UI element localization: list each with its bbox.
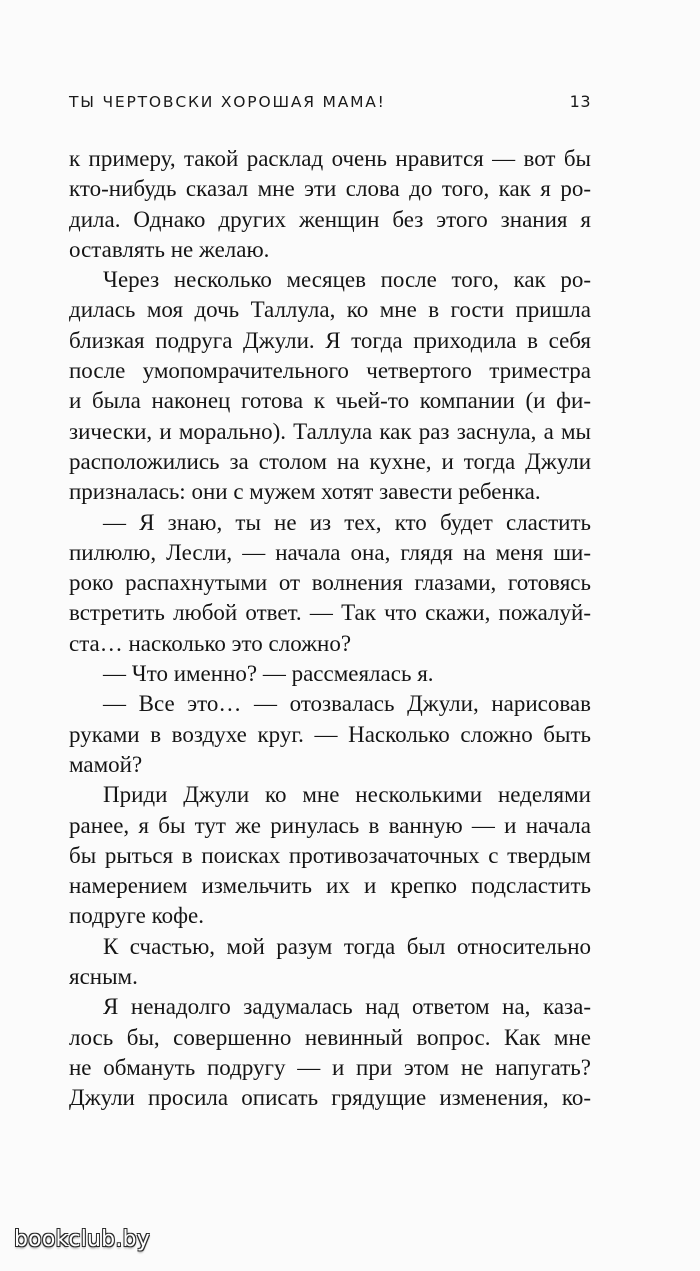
watermark: bookclub.by [14, 1227, 150, 1252]
text-line: близкая подруга Джули. Я тогда приходила в себя [69, 327, 591, 353]
text-line: встретить любой ответ. — Так что скажи, пожалуй- [69, 600, 591, 626]
paragraph [69, 144, 591, 265]
text-line: дила. Однако других женщин без этого знания я [69, 206, 591, 232]
text-line: расположились за столом на кухне, и тогда Джули [69, 448, 591, 474]
text-line: ясным. [69, 964, 138, 990]
text-line: после умопомрачительного четвертого триместра [69, 358, 591, 384]
text-line: Я ненадолго задумалась над ответом на, каза- [103, 994, 591, 1020]
paragraph [69, 265, 591, 507]
paragraph [69, 992, 591, 1113]
text-line: намерением измельчить их и крепко подсластить [69, 873, 591, 899]
text-line: К счастью, мой разум тогда был относительно [103, 933, 591, 959]
running-title: ТЫ ЧЕРТОВСКИ ХОРОШАЯ МАМА! [69, 93, 386, 111]
text-line: роко распахнутыми от волнения глазами, готовясь [69, 570, 591, 596]
paragraph [69, 659, 591, 689]
paragraph [69, 932, 591, 993]
text-line: к примеру, такой расклад очень нравится — вот бы [69, 146, 591, 171]
paragraph [69, 508, 591, 659]
text-line: оставлять не желаю. [69, 236, 270, 262]
text-line: — Я знаю, ты не из тех, кто будет сластить [103, 509, 591, 535]
text-line: бы рыться в поисках противозачаточных с твердым [69, 842, 591, 868]
text-line: — Что именно? — рассмеялась я. [103, 661, 434, 687]
text-line: дилась моя дочь Таллула, ко мне в гости пришла [69, 297, 591, 323]
text-line: подруге кофе. [69, 903, 205, 929]
paragraph [69, 780, 591, 931]
text-line: зически, и морально). Таллула как раз заснула, а мы [69, 418, 591, 444]
text-line: — Все это… — отозвалась Джули, нарисовав [103, 691, 591, 717]
text-line: не обмануть подругу — и при этом не напугать? [69, 1054, 591, 1080]
text-line: Джули просила описать грядущие изменения, ко- [69, 1085, 591, 1111]
paragraph [69, 689, 591, 780]
text-line: лось бы, совершенно невинный вопрос. Как мне [69, 1024, 591, 1050]
text-line: пилюлю, Лесли, — начала она, глядя на меня ши- [69, 539, 591, 565]
text-line: Через несколько месяцев после того, как ро- [103, 267, 591, 293]
text-line: призналась: они с мужем хотят завести ребенка. [69, 479, 541, 505]
text-line: ранее, я бы тут же ринулась в ванную — и начала [69, 812, 591, 838]
running-header [69, 92, 591, 111]
page-number: 13 [569, 92, 591, 111]
body-text [69, 144, 591, 1114]
text-line: ста… насколько это сложно? [69, 630, 352, 656]
text-line: мамой? [69, 751, 143, 777]
text-line: Приди Джули ко мне несколькими неделями [103, 782, 591, 808]
text-line: руками в воздухе круг. — Насколько сложно быть [69, 721, 591, 747]
text-line: и была наконец готова к чьей-то компании (и фи- [69, 388, 591, 414]
text-line: кто-нибудь сказал мне эти слова до того, как я ро- [69, 176, 591, 202]
